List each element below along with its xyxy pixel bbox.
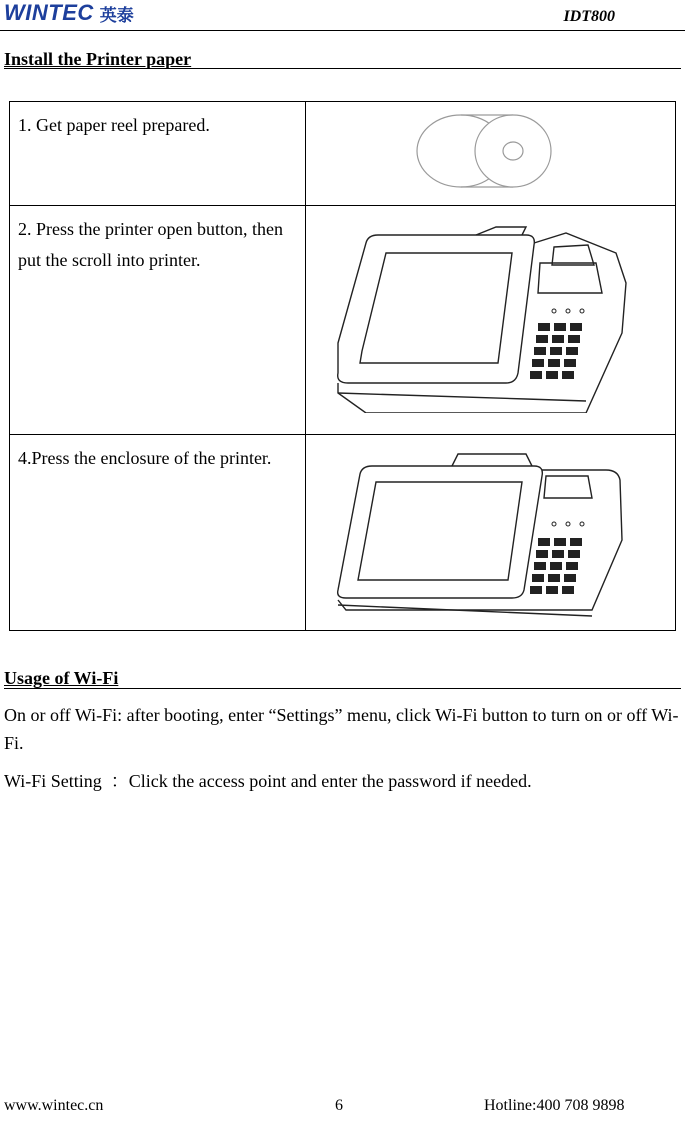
step-text: 2. Press the printer open button, then put the scroll into printer.	[10, 206, 306, 435]
table-row	[10, 206, 676, 435]
install-steps-table	[9, 101, 676, 631]
footer-page-number: 6	[335, 1097, 343, 1114]
step-text: 4.Press the enclosure of the printer.	[10, 435, 306, 631]
section-title-wifi: Usage of Wi-Fi	[4, 668, 119, 688]
page-header	[0, 0, 685, 31]
wifi-onoff-paragraph: On or off Wi-Fi: after booting, enter “Settings” menu, click Wi-Fi button to turn on or off Wi-Fi.	[4, 705, 679, 753]
footer-hotline: Hotline:400 708 9898	[484, 1097, 625, 1114]
step-text: 1. Get paper reel prepared.	[10, 102, 306, 206]
step-image-cell	[306, 435, 676, 631]
pos-terminal-open-icon	[326, 223, 656, 413]
logo-text: WINTEC	[4, 0, 94, 25]
step-image-cell	[306, 102, 676, 206]
table-row	[10, 435, 676, 631]
wintec-logo	[4, 1, 134, 25]
section-rule	[4, 68, 681, 69]
logo-cn-text: 英泰	[99, 5, 134, 26]
model-name: IDT800	[563, 8, 615, 25]
pos-terminal-closed-icon	[326, 440, 656, 620]
section-rule	[4, 688, 681, 689]
wifi-setting-paragraph	[4, 767, 684, 795]
wifi-setting-text: Click the access point and enter the password if needed.	[128, 771, 532, 791]
table-row	[10, 102, 676, 206]
section-title-printer-paper: Install the Printer paper	[4, 49, 192, 69]
footer-website: www.wintec.cn	[4, 1097, 104, 1114]
paper-reel-icon	[401, 111, 581, 191]
step-image-cell	[306, 206, 676, 435]
wifi-setting-label: Wi-Fi Setting ：	[4, 771, 129, 791]
